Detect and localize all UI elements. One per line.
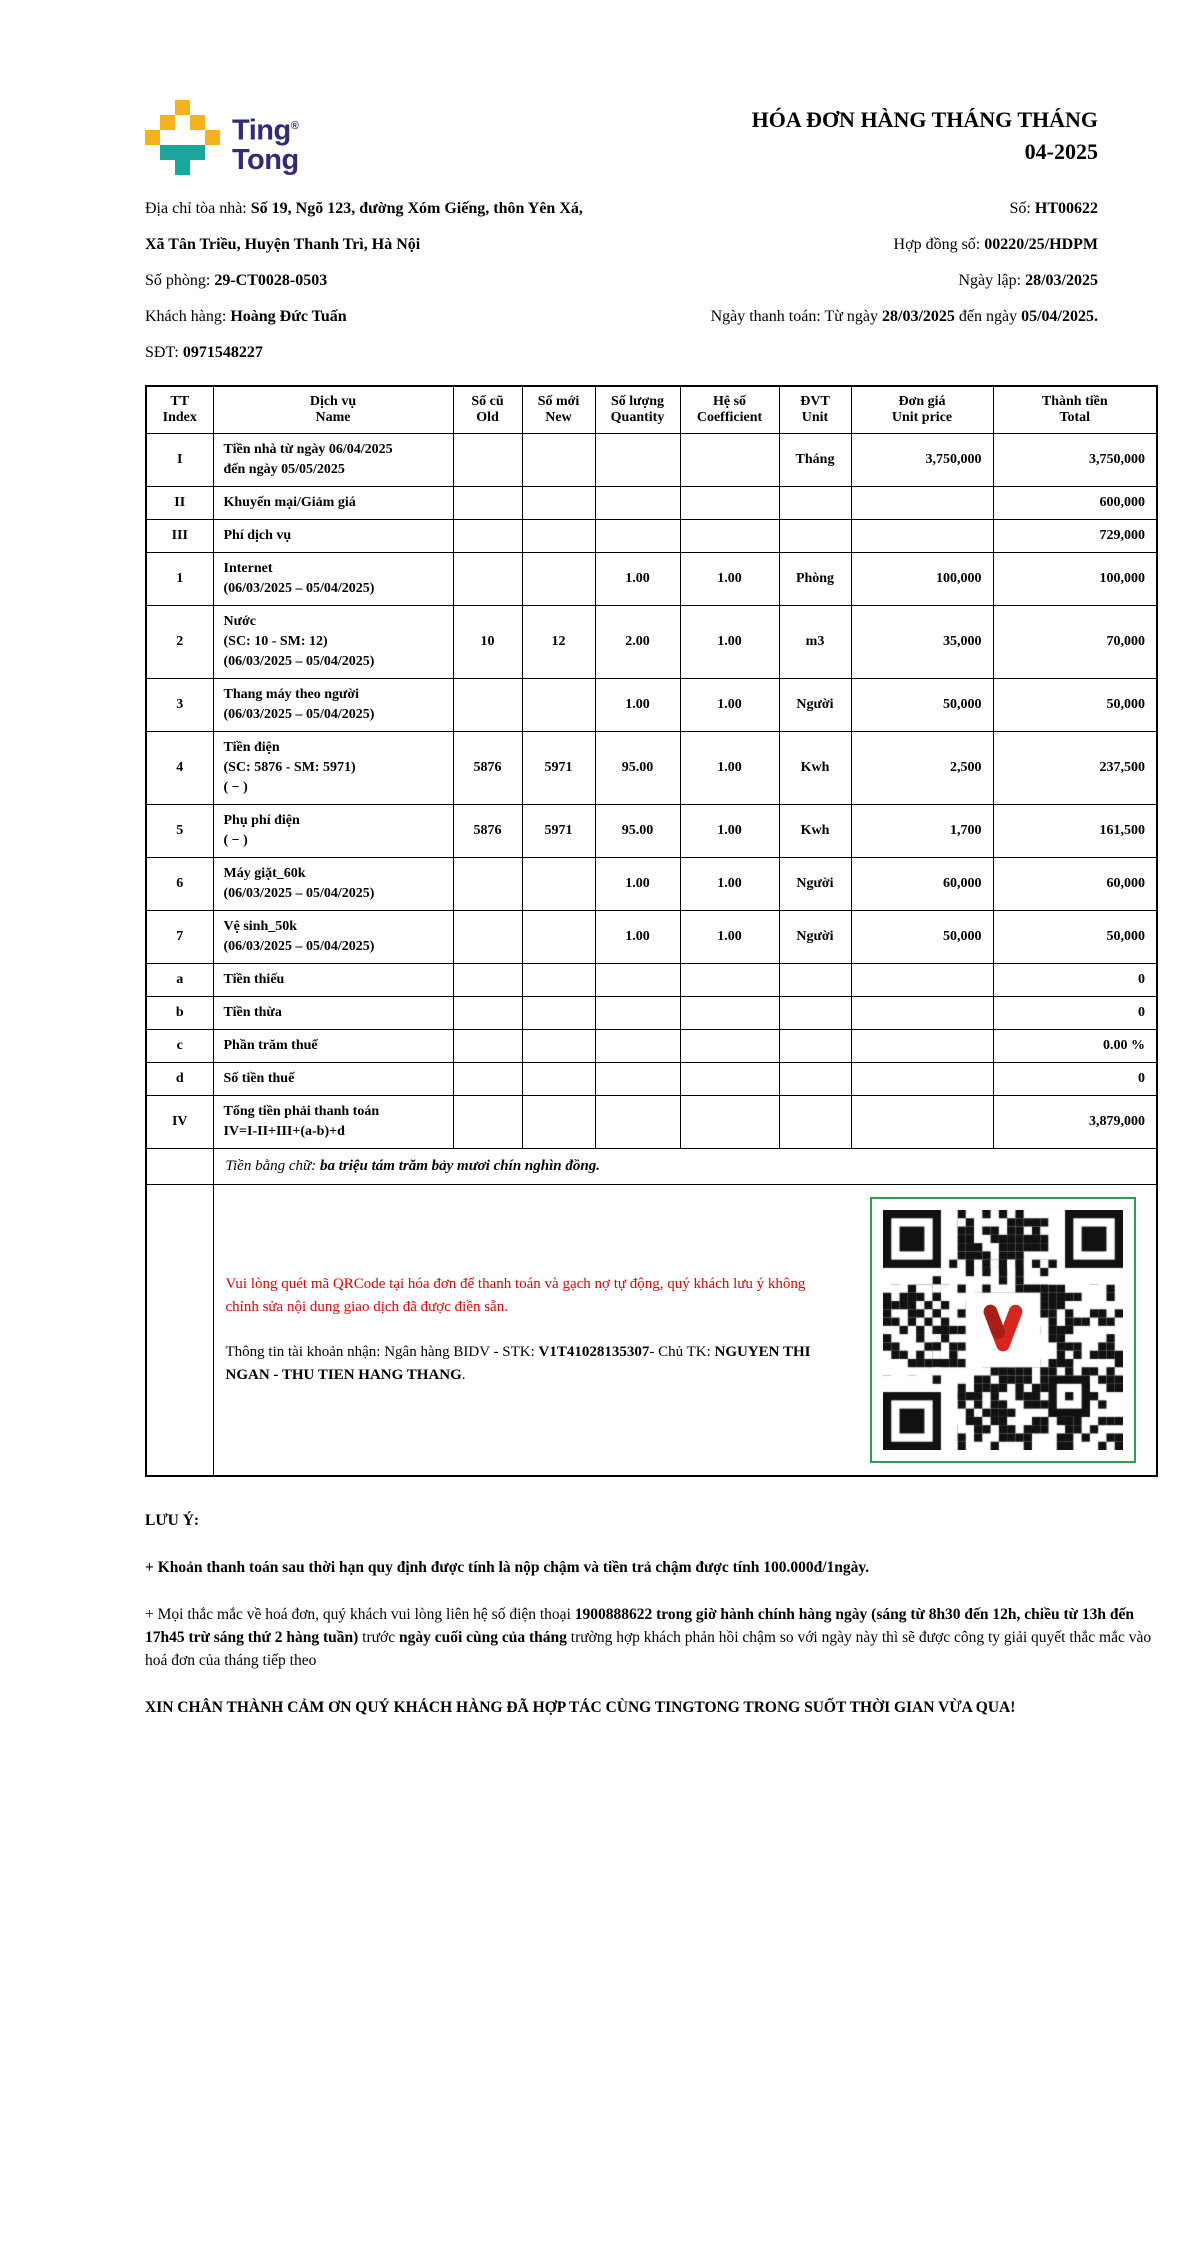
info-line-payment-date: Ngày thanh toán: Từ ngày 28/03/2025 đến ngày 05/04/2025.	[710, 308, 1098, 325]
col-header-unit: ĐVT Unit	[779, 386, 851, 434]
cell-quantity	[595, 520, 680, 553]
cell-old	[453, 679, 522, 732]
cell-unit-price	[851, 964, 993, 997]
vietqr-v-icon	[972, 1299, 1034, 1361]
cell-total: 0	[993, 997, 1157, 1030]
cell-service-name: Tiền điện (SC: 5876 - SM: 5971) ( − )	[213, 732, 453, 805]
cell-unit: Người	[779, 858, 851, 911]
cell-new: 12	[522, 606, 595, 679]
cell-new	[522, 1063, 595, 1096]
cell-old	[453, 487, 522, 520]
invoice-info	[145, 191, 1098, 371]
col-header-unit-price: Đơn giá Unit price	[851, 386, 993, 434]
cell-service-name: Khuyến mại/Giảm giá	[213, 487, 453, 520]
cell-total: 3,879,000	[993, 1096, 1157, 1149]
cell-total: 161,500	[993, 805, 1157, 858]
cell-unit-price: 50,000	[851, 679, 993, 732]
invoice-header	[145, 100, 1098, 175]
bank-account-info: Thông tin tài khoản nhận: Ngân hàng BIDV - STK: V1T41028135307- Chủ TK: NGUYEN THI NGAN - THU TIEN HANG THANG.	[225, 1344, 811, 1383]
cell-service-name: Phần trăm thuế	[213, 1030, 453, 1063]
cell-unit-price: 3,750,000	[851, 434, 993, 487]
cell-new	[522, 434, 595, 487]
cell-old	[453, 911, 522, 964]
table-row	[146, 679, 1157, 732]
cell-new	[522, 1030, 595, 1063]
col-header-name: Dịch vụ Name	[213, 386, 453, 434]
table-row	[146, 911, 1157, 964]
cell-unit-price	[851, 1063, 993, 1096]
table-row	[146, 434, 1157, 487]
cell-unit-price	[851, 487, 993, 520]
cell-new	[522, 1096, 595, 1149]
cell-old	[453, 1030, 522, 1063]
col-header-old: Số cũ Old	[453, 386, 522, 434]
cell-index: II	[146, 487, 213, 520]
cell-index: III	[146, 520, 213, 553]
footer-note-late-fee: + Khoản thanh toán sau thời hạn quy định được tính là nộp chậm và tiền trả chậm được tính 100.000đ/1ngày.	[145, 1559, 870, 1576]
tingtong-logo-mark-icon	[145, 100, 220, 175]
cell-unit-price: 35,000	[851, 606, 993, 679]
cell-service-name: Vệ sinh_50k (06/03/2025 – 05/04/2025)	[213, 911, 453, 964]
cell-quantity: 1.00	[595, 911, 680, 964]
amount-in-words-row	[146, 1149, 1157, 1185]
cell-unit-price	[851, 997, 993, 1030]
cell-total: 0	[993, 1063, 1157, 1096]
cell-unit	[779, 1096, 851, 1149]
cell-quantity: 95.00	[595, 805, 680, 858]
info-line-customer: Khách hàng: Hoàng Đức Tuấn	[145, 308, 347, 325]
logo-pixel	[160, 145, 205, 160]
cell-new: 5971	[522, 732, 595, 805]
cell-service-name: Số tiền thuế	[213, 1063, 453, 1096]
cell-total: 237,500	[993, 732, 1157, 805]
logo-pixel	[175, 160, 190, 175]
table-row	[146, 964, 1157, 997]
cell-quantity: 1.00	[595, 679, 680, 732]
info-line-room: Số phòng: 29-CT0028-0503	[145, 272, 328, 289]
cell-quantity	[595, 964, 680, 997]
cell-new	[522, 911, 595, 964]
cell-old	[453, 1096, 522, 1149]
cell-old	[453, 964, 522, 997]
cell-unit	[779, 1030, 851, 1063]
cell-total: 0.00 %	[993, 1030, 1157, 1063]
cell-index: 6	[146, 858, 213, 911]
cell-index: 1	[146, 553, 213, 606]
invoice-meta	[711, 191, 1098, 371]
payment-instructions	[226, 1273, 843, 1387]
cell-index: 5	[146, 805, 213, 858]
info-line-contract: Hợp đồng số: 00220/25/HDPM	[893, 236, 1098, 253]
table-row	[146, 732, 1157, 805]
cell-unit	[779, 997, 851, 1030]
page-title: HÓA ĐƠN HÀNG THÁNG THÁNG 04-2025	[751, 107, 1098, 164]
cell-new: 5971	[522, 805, 595, 858]
logo-pixel	[160, 115, 175, 130]
empty-cell	[146, 1149, 213, 1185]
cell-old	[453, 434, 522, 487]
cell-coefficient: 1.00	[680, 911, 779, 964]
footer-note-hotline: + Mọi thắc mắc về hoá đơn, quý khách vui lòng liên hệ số điện thoại 1900888622 trong giờ hành chính hàng ngày (sáng từ 8h30 đến 12h, chiều từ 13h đến 17h45 trừ sáng thứ 2 hàng tuần) trước ngày cuối cùng của tháng trường hợp khách phản hồi chậm so với ngày này thì sẽ được công ty giải quyết thắc mắc vào hoá đơn của tháng tiếp theo	[145, 1606, 1152, 1669]
qr-scan-note: Vui lòng quét mã QRCode tại hóa đơn để thanh toán và gạch nợ tự động, quý khách lưu ý không chỉnh sửa nội dung giao dịch đã được điền sẵn.	[225, 1276, 806, 1315]
cell-new	[522, 520, 595, 553]
footer-heading: LƯU Ý:	[145, 1512, 200, 1529]
cell-index: c	[146, 1030, 213, 1063]
table-row	[146, 805, 1157, 858]
cell-index: I	[146, 434, 213, 487]
cell-new	[522, 679, 595, 732]
registered-mark-icon: ®	[290, 120, 299, 132]
cell-index: b	[146, 997, 213, 1030]
cell-service-name: Thang máy theo người (06/03/2025 – 05/04/2025)	[213, 679, 453, 732]
cell-coefficient	[680, 1063, 779, 1096]
cell-service-name: Internet (06/03/2025 – 05/04/2025)	[213, 553, 453, 606]
qr-row	[146, 1185, 1157, 1477]
col-header-total: Thành tiền Total	[993, 386, 1157, 434]
cell-new	[522, 964, 595, 997]
logo-pixel	[205, 130, 220, 145]
table-row	[146, 1096, 1157, 1149]
cell-old: 5876	[453, 805, 522, 858]
cell-new	[522, 553, 595, 606]
cell-quantity	[595, 487, 680, 520]
cell-coefficient: 1.00	[680, 606, 779, 679]
cell-service-name: Máy giặt_60k (06/03/2025 – 05/04/2025)	[213, 858, 453, 911]
info-line-address-2: Xã Tân Triều, Huyện Thanh Trì, Hà Nội	[145, 236, 421, 253]
table-row	[146, 858, 1157, 911]
cell-unit: Phòng	[779, 553, 851, 606]
cell-total: 50,000	[993, 911, 1157, 964]
cell-total: 100,000	[993, 553, 1157, 606]
cell-unit	[779, 1063, 851, 1096]
info-line-number: Số: HT00622	[1009, 200, 1098, 217]
cell-coefficient: 1.00	[680, 732, 779, 805]
cell-coefficient	[680, 964, 779, 997]
cell-quantity: 95.00	[595, 732, 680, 805]
cell-service-name: Tổng tiền phải thanh toán IV=I-II+III+(a-b)+d	[213, 1096, 453, 1149]
cell-service-name: Phí dịch vụ	[213, 520, 453, 553]
cell-unit-price: 50,000	[851, 911, 993, 964]
col-header-index: TT Index	[146, 386, 213, 434]
cell-unit	[779, 964, 851, 997]
logo-pixel	[190, 115, 205, 130]
cell-unit-price	[851, 520, 993, 553]
cell-old	[453, 1063, 522, 1096]
cell-unit-price: 1,700	[851, 805, 993, 858]
cell-quantity	[595, 997, 680, 1030]
tingtong-logo-text	[232, 112, 299, 175]
cell-coefficient: 1.00	[680, 679, 779, 732]
invoice-table	[145, 385, 1158, 1477]
cell-service-name: Nước (SC: 10 - SM: 12) (06/03/2025 – 05/04/2025)	[213, 606, 453, 679]
cell-index: 3	[146, 679, 213, 732]
cell-service-name: Phụ phí điện ( − )	[213, 805, 453, 858]
table-row	[146, 1063, 1157, 1096]
cell-old: 5876	[453, 732, 522, 805]
invoice-table-body	[146, 434, 1157, 1149]
cell-unit-price: 60,000	[851, 858, 993, 911]
table-row	[146, 997, 1157, 1030]
cell-old	[453, 858, 522, 911]
cell-total: 3,750,000	[993, 434, 1157, 487]
cell-coefficient: 1.00	[680, 805, 779, 858]
cell-coefficient: 1.00	[680, 858, 779, 911]
cell-coefficient: 1.00	[680, 553, 779, 606]
cell-old	[453, 553, 522, 606]
cell-quantity: 1.00	[595, 553, 680, 606]
cell-coefficient	[680, 1096, 779, 1149]
table-row	[146, 520, 1157, 553]
cell-unit-price	[851, 1096, 993, 1149]
col-header-new: Số mới New	[522, 386, 595, 434]
cell-quantity	[595, 1030, 680, 1063]
cell-index: a	[146, 964, 213, 997]
cell-old: 10	[453, 606, 522, 679]
logo-ting: Ting	[232, 114, 291, 147]
cell-unit	[779, 487, 851, 520]
cell-quantity	[595, 1063, 680, 1096]
cell-unit: Người	[779, 679, 851, 732]
cell-total: 729,000	[993, 520, 1157, 553]
cell-quantity: 2.00	[595, 606, 680, 679]
cell-coefficient	[680, 997, 779, 1030]
cell-unit: m3	[779, 606, 851, 679]
cell-service-name: Tiền nhà từ ngày 06/04/2025 đến ngày 05/05/2025	[213, 434, 453, 487]
cell-service-name: Tiền thừa	[213, 997, 453, 1030]
cell-new	[522, 487, 595, 520]
info-line-phone: SĐT: 0971548227	[145, 344, 263, 361]
cell-unit-price: 100,000	[851, 553, 993, 606]
cell-new	[522, 997, 595, 1030]
payment-cell	[213, 1185, 1157, 1477]
cell-coefficient	[680, 487, 779, 520]
cell-index: 7	[146, 911, 213, 964]
qr-code-frame	[870, 1197, 1136, 1463]
tingtong-logo	[145, 100, 299, 175]
logo-pixel	[145, 130, 160, 145]
cell-unit-price	[851, 1030, 993, 1063]
cell-index: 4	[146, 732, 213, 805]
cell-new	[522, 858, 595, 911]
amount-in-words: Tiền bằng chữ: ba triệu tám trăm bảy mươi chín nghìn đồng.	[213, 1149, 1157, 1185]
cell-total: 600,000	[993, 487, 1157, 520]
table-row	[146, 553, 1157, 606]
cell-quantity: 1.00	[595, 858, 680, 911]
cell-unit: Kwh	[779, 732, 851, 805]
logo-tong: Tong	[232, 143, 299, 176]
cell-total: 70,000	[993, 606, 1157, 679]
cell-coefficient	[680, 434, 779, 487]
table-row	[146, 1030, 1157, 1063]
cell-total: 0	[993, 964, 1157, 997]
cell-service-name: Tiền thiếu	[213, 964, 453, 997]
cell-index: d	[146, 1063, 213, 1096]
cell-total: 50,000	[993, 679, 1157, 732]
footer-notes	[145, 1509, 1156, 1719]
cell-quantity	[595, 1096, 680, 1149]
cell-unit-price: 2,500	[851, 732, 993, 805]
customer-info	[145, 191, 583, 371]
table-header-row	[146, 386, 1157, 434]
cell-coefficient	[680, 1030, 779, 1063]
cell-quantity	[595, 434, 680, 487]
cell-total: 60,000	[993, 858, 1157, 911]
cell-index: 2	[146, 606, 213, 679]
cell-unit: Kwh	[779, 805, 851, 858]
info-line-issue-date: Ngày lập: 28/03/2025	[958, 272, 1098, 289]
col-header-quantity: Số lượng Quantity	[595, 386, 680, 434]
table-row	[146, 606, 1157, 679]
cell-unit: Tháng	[779, 434, 851, 487]
col-header-coefficient: Hệ số Coefficient	[680, 386, 779, 434]
logo-pixel	[175, 100, 190, 115]
empty-cell	[146, 1185, 213, 1477]
cell-unit: Người	[779, 911, 851, 964]
cell-coefficient	[680, 520, 779, 553]
cell-unit	[779, 520, 851, 553]
cell-old	[453, 997, 522, 1030]
cell-index: IV	[146, 1096, 213, 1149]
table-row	[146, 487, 1157, 520]
footer-thanks: XIN CHÂN THÀNH CẢM ƠN QUÝ KHÁCH HÀNG ĐÃ HỢP TÁC CÙNG TINGTONG TRONG SUỐT THỜI GIAN VỪA QUA!	[145, 1699, 1016, 1716]
info-line-address-1: Địa chỉ tòa nhà: Số 19, Ngõ 123, đường Xóm Giếng, thôn Yên Xá,	[145, 200, 583, 217]
cell-old	[453, 520, 522, 553]
